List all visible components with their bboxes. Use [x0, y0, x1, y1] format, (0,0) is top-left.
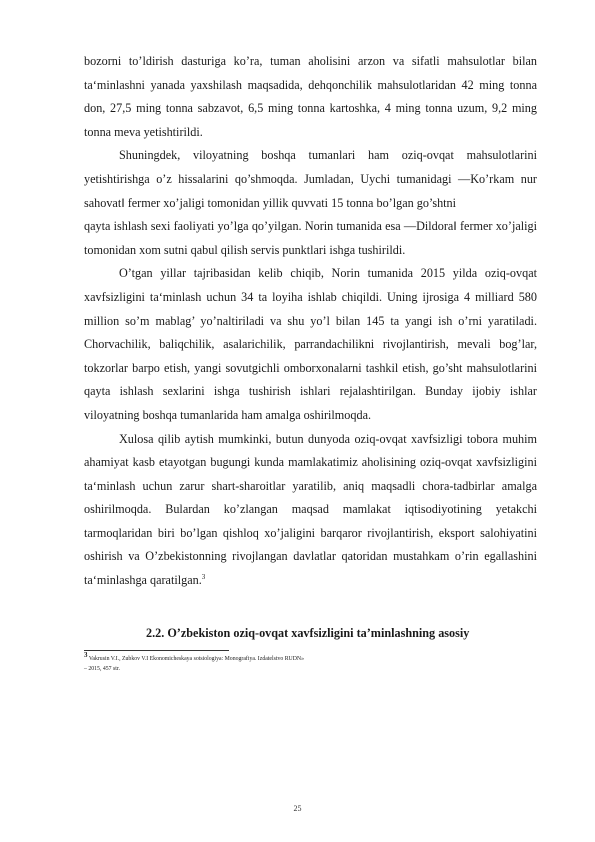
paragraph-2: Shuningdek, viloyatning boshqa tumanlari ham oziq-ovqat mahsulotlarini yetishtirishga o’z hissalarini qo’shmoqda. Jumladan, Uychi tumanidagi ―Ko’rkam nur sahovat‖ fermer xo’jaligi tomonidan yillik quvvati 15 tonna bo’lgan go’shtni	[84, 148, 537, 210]
footnote-line-1	[84, 651, 544, 664]
footnote-marker: 3	[84, 651, 88, 660]
footnote	[84, 651, 544, 674]
page-number: 25	[293, 804, 302, 813]
footnote-divider	[84, 650, 229, 651]
paragraph-1: bozorni to’ldirish dasturiga ko’ra, tuman aholisini arzon va sifatli mahsulotlar bilan ta‘minlashni yanada yaxshilash maqsadida, dehqonchilik mahsulotlaridan 42 ming tonna don, 27,5 ming tonna sabzavot, 6,5 ming tonna kartoshka, 4 ming tonna uzum, 9,2 ming tonna meva yetishtirildi.	[84, 54, 537, 139]
section-heading: 2.2. O’zbekiston oziq-ovqat xavfsizligini ta’minlashning asosiy	[146, 626, 470, 640]
body-text	[84, 50, 537, 593]
paragraph-4: O’tgan yillar tajribasidan kelib chiqib, Norin tumanida 2015 yilda oziq-ovqat xavfsizligini ta‘minlash uchun 34 ta loyiha ishlab chiqildi. Uning ijrosiga 4 milliard 580 million so’m mablag’ yo’naltiriladi va shu yo’l bilan 145 ta yangi ish o’rni yaratiladi. Chorvachilik, baliqchilik, asalarichilik, parrandachilikni rivojlantirish, mevali bog’lar, tokzorlar barpo etish, yangi sovutgichli omborxonalarni tashkil etish, go’sht mahsulotlarini qayta ishlash sexlarini ishga tushirish ishlari rejalashtirilgan. Bunday ijobiy ishlar viloyatning boshqa tumanlarida ham amalga oshirilmoqda.	[84, 266, 537, 422]
paragraph-5-text: Xulosa qilib aytish mumkinki, butun dunyoda oziq-ovqat xavfsizligi tobora muhim ahamiyat kasb etayotgan bugungi kunda mamlakatimiz aholisining oziq-ovqat xavfsizligini ta‘minlash uchun zarur shart-sharoitlar yaratilib, aniq maqsadli chora-tadbirlar amalga oshirilmoqda. Bulardan ko’zlangan maqsad mamlakat iqtisodiyotining yetakchi tarmoqlaridan biri bo’lgan qishloq xo’jaligini barqaror rivojlantirish, eksport salohiyatini oshirish va O’zbekistonning rivojlangan davlatlar qatoridan mustahkam o’rin egallashini ta‘minlashga qaratilgan.	[84, 431, 537, 588]
paragraph-5	[84, 428, 537, 593]
footnote-reference[interactable]: 3	[201, 573, 206, 581]
footnote-line-2: – 2015, 457 str.	[84, 666, 120, 672]
paragraph-3: qayta ishlash sexi faoliyati yo’lga qo’yilgan. Norin tumanida esa ―Dildora‖ fermer xo’jaligi tomonidan xom sutni qabul qilish servis punktlari ishga tushirildi.	[84, 219, 537, 257]
footnote-citation: Vakrusin V.I., Zubkov V.I Ekonomicheskaya sotsiologiya: Monografiya. Izdatelstvo RUDN»	[88, 656, 305, 662]
